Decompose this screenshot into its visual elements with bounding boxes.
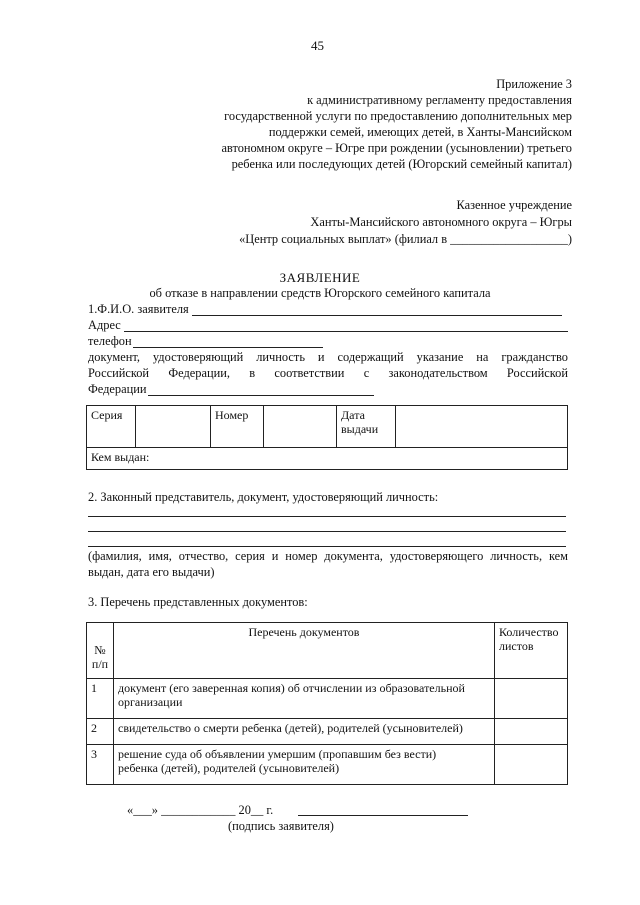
col-qty-header [495,623,568,679]
row-text-line: свидетельство о смерти ребенка (детей), родителей (усыновителей) [118,721,463,735]
doc-description-line: документ, удостоверяющий личность и содержащий указание на гражданство [88,350,568,364]
row-text [114,719,495,745]
table-row [87,719,568,745]
col-list-header: Перечень документов [114,623,495,679]
col-num-line: № [94,642,106,657]
row-text [114,745,495,785]
series-label: Серия [87,406,136,448]
row-qty[interactable] [495,719,568,745]
section2-note: (фамилия, имя, отчество, серия и номер документа, удостоверяющего личность, кем [88,549,568,563]
representative-input-line[interactable] [88,531,566,532]
recipient-line: Казенное учреждение [456,198,572,212]
row-text-line: решение суда об объявлении умершим (пропавшим без вести) [118,747,437,761]
fio-label: 1.Ф.И.О. заявителя [88,302,189,316]
recipient-line: Ханты-Мансийского автономного округа – Югры [310,215,572,229]
row-text-line: документ (его заверенная копия) об отчислении из образовательной [118,681,465,695]
date-label-line: Дата [341,408,365,422]
page-subtitle: об отказе в направлении средств Югорского семейного капитала [149,286,491,300]
col-qty-line: Количество [499,625,559,639]
id-document-table [86,405,568,470]
appendix-header [152,76,572,172]
doc-input-line[interactable] [148,395,374,396]
row-num: 1 [87,679,114,719]
section2-heading: 2. Законный представитель, документ, удостоверяющий личность: [88,490,439,504]
appendix-line: ребенка или последующих детей (Югорский семейный капитал) [231,157,572,171]
phone-input-line[interactable] [133,347,323,348]
row-text-line: ребенка (детей), родителей (усыновителей) [118,761,340,775]
section3-heading: 3. Перечень представленных документов: [88,595,308,609]
signature-input-line[interactable] [298,815,468,816]
fio-input-line[interactable] [192,315,562,316]
date-label-line: выдачи [341,422,379,436]
phone-label: телефон [88,334,132,348]
doc-description-line: Федерации [88,382,147,396]
row-text-line: организации [118,695,183,709]
issued-by-label: Кем выдан: [91,450,150,464]
col-num-line: п/п [91,656,109,671]
representative-input-line[interactable] [88,546,566,547]
col-qty-line: листов [499,639,534,653]
date-label [337,406,396,448]
appendix-line: к административному регламенту предоставления [307,93,572,107]
recipient-line: «Центр социальных выплат» (филиал в ___________________) [239,232,572,246]
table-row [87,745,568,785]
signature-caption: (подпись заявителя) [228,819,334,833]
row-qty[interactable] [495,745,568,785]
table-row [87,679,568,719]
number-value[interactable] [264,406,337,448]
appendix-line: автономном округе – Югре при рождении (усыновлении) третьего [221,141,572,155]
signature-date: «___» ____________ 20__ г. [127,803,274,817]
page-number: 45 [311,38,324,53]
address-input-line[interactable] [124,331,568,332]
appendix-line: государственной услуги по предоставлению дополнительных мер [224,109,572,123]
section2-note: выдан, дата его выдачи) [88,565,215,579]
date-value[interactable] [396,406,568,448]
documents-table [86,622,568,785]
appendix-line: поддержки семей, имеющих детей, в Ханты-Мансийском [268,125,572,139]
number-label: Номер [211,406,264,448]
page-title: ЗАЯВЛЕНИЕ [279,270,361,285]
doc-description-line: Российской Федерации, в соответствии с законодательством Российской [88,366,568,380]
recipient-block [152,197,572,248]
address-label: Адрес [88,318,121,332]
issued-by-cell[interactable] [87,448,568,470]
representative-input-line[interactable] [88,516,566,517]
row-num: 3 [87,745,114,785]
row-qty[interactable] [495,679,568,719]
row-text [114,679,495,719]
series-value[interactable] [136,406,211,448]
col-num-header [87,623,114,679]
appendix-line: Приложение 3 [496,77,572,91]
row-num: 2 [87,719,114,745]
